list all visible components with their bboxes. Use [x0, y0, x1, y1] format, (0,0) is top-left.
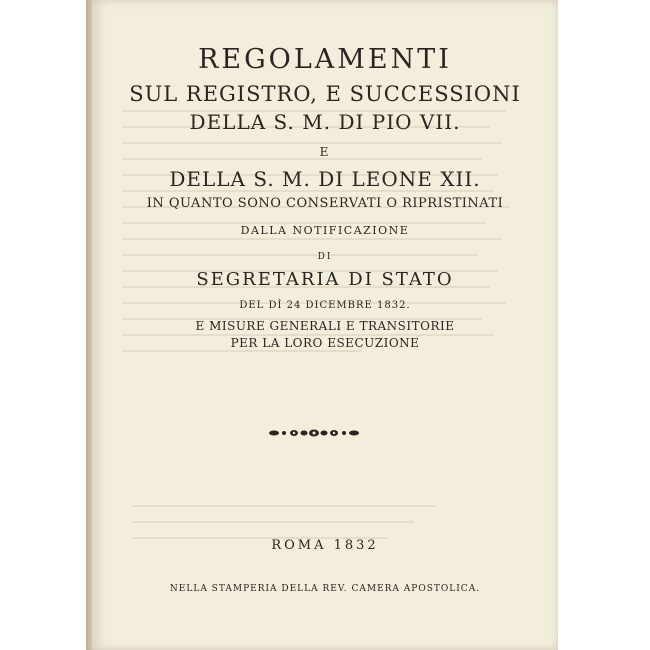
clause-line-1: IN QUANTO SONO CONSERVATI O RIPRISTINATI	[146, 196, 504, 211]
measures-line-2: PER LA LORO ESECUZIONE	[230, 336, 420, 350]
date-line: DEL DÌ 24 DICEMBRE 1832.	[239, 300, 411, 311]
preposition: DI	[317, 252, 333, 262]
document-title: REGOLAMENTI	[198, 44, 452, 75]
subtitle-line-3: DELLA S. M. DI LEONE XII.	[169, 167, 481, 191]
measures-line-1: E MISURE GENERALI E TRANSITORIE	[195, 319, 455, 333]
conjunction: E	[319, 145, 331, 159]
printer-line: NELLA STAMPERIA DELLA REV. CAMERA APOSTOLICA.	[169, 584, 481, 594]
ornament-icon	[268, 427, 360, 439]
bleed-through-text	[122, 110, 522, 470]
authority: SEGRETARIA DI STATO	[196, 269, 454, 290]
clause-line-2: DALLA NOTIFICAZIONE	[240, 224, 410, 237]
subtitle-line-2: DELLA S. M. DI PIO VII.	[189, 110, 461, 134]
subtitle-line-1: SUL REGISTRO, E SUCCESSIONI	[129, 82, 521, 106]
title-page	[92, 0, 558, 650]
place-and-year: ROMA 1832	[271, 538, 379, 553]
